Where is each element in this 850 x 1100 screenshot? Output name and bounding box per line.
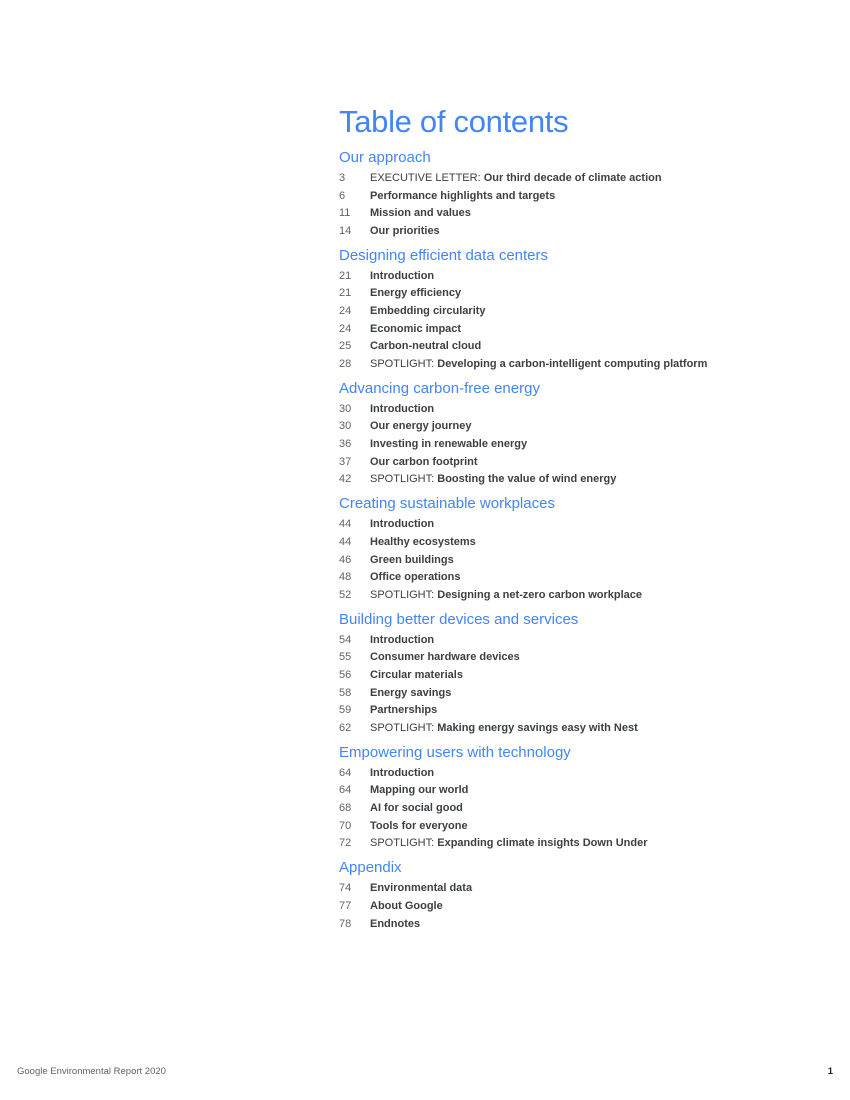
toc-entry[interactable] <box>339 471 829 489</box>
toc-entry[interactable] <box>339 169 829 187</box>
entry-page-number: 36 <box>339 438 352 451</box>
entry-label: Performance highlights and targets <box>370 189 556 202</box>
toc-entry[interactable] <box>339 222 829 240</box>
entry-label: Consumer hardware devices <box>370 651 520 664</box>
entry-prefix: EXECUTIVE LETTER: <box>370 171 481 184</box>
entry-text <box>370 802 463 814</box>
section-title[interactable]: Appendix <box>339 859 402 877</box>
entry-text <box>370 918 420 930</box>
entry-page-number: 54 <box>339 633 352 646</box>
page-title: Table of contents <box>339 104 569 139</box>
section-title[interactable]: Empowering users with technology <box>339 743 571 761</box>
toc-entry[interactable] <box>339 284 829 302</box>
toc-entry[interactable] <box>339 533 829 551</box>
toc-entry[interactable] <box>339 586 829 604</box>
entry-label: About Google <box>370 899 443 912</box>
toc-entry[interactable] <box>339 267 829 285</box>
entry-label: Embedding circularity <box>370 304 486 317</box>
entry-text <box>370 207 471 219</box>
entry-label: Mission and values <box>370 207 471 220</box>
entry-text <box>370 420 471 432</box>
entry-label: Office operations <box>370 571 461 584</box>
toc-entry[interactable] <box>339 453 829 471</box>
entry-page-number: 64 <box>339 766 352 779</box>
entry-prefix: SPOTLIGHT: <box>370 358 435 371</box>
toc-section <box>339 379 829 488</box>
toc-entry[interactable] <box>339 684 829 702</box>
entry-page-number: 62 <box>339 722 352 735</box>
entry-text <box>370 473 616 485</box>
entry-prefix: SPOTLIGHT: <box>370 588 435 601</box>
entry-text <box>370 225 440 237</box>
entry-label: Designing a net-zero carbon workplace <box>437 588 643 601</box>
entry-text <box>370 669 463 681</box>
entry-label: Partnerships <box>370 704 438 717</box>
entry-page-number: 28 <box>339 358 352 371</box>
entry-prefix: SPOTLIGHT: <box>370 837 435 850</box>
toc-entry[interactable] <box>339 418 829 436</box>
entry-page-number: 48 <box>339 571 352 584</box>
entry-page-number: 14 <box>339 224 352 237</box>
entry-label: Making energy savings easy with Nest <box>437 722 638 735</box>
toc-entry[interactable] <box>339 631 829 649</box>
entry-text <box>370 589 642 601</box>
section-title[interactable]: Advancing carbon-free energy <box>339 379 540 397</box>
toc-entry[interactable] <box>339 338 829 356</box>
entry-label: Introduction <box>370 766 435 779</box>
entry-page-number: 59 <box>339 704 352 717</box>
toc-entry[interactable] <box>339 897 829 915</box>
entry-label: Our carbon footprint <box>370 455 478 468</box>
entry-label: Introduction <box>370 402 435 415</box>
toc-entry[interactable] <box>339 666 829 684</box>
entry-label: Healthy ecosystems <box>370 535 476 548</box>
entry-page-number: 37 <box>339 455 352 468</box>
toc-entry[interactable] <box>339 400 829 418</box>
entry-label: Introduction <box>370 269 435 282</box>
entry-text <box>370 820 468 832</box>
entry-text <box>370 456 478 468</box>
toc-entry[interactable] <box>339 435 829 453</box>
entry-text <box>370 172 662 184</box>
entry-text <box>370 518 434 530</box>
section-title[interactable]: Building better devices and services <box>339 610 579 628</box>
entry-page-number: 64 <box>339 784 352 797</box>
entry-page-number: 21 <box>339 269 352 282</box>
entry-page-number: 46 <box>339 553 352 566</box>
toc-entry[interactable] <box>339 204 829 222</box>
toc-entry[interactable] <box>339 515 829 533</box>
entry-text <box>370 722 638 734</box>
entry-page-number: 24 <box>339 304 352 317</box>
entry-label: Our third decade of climate action <box>483 171 662 184</box>
entry-page-number: 44 <box>339 535 352 548</box>
toc-entry[interactable] <box>339 764 829 782</box>
entry-label: Endnotes <box>370 917 421 930</box>
entry-text <box>370 190 555 202</box>
entry-text <box>370 305 486 317</box>
entry-text <box>370 403 434 415</box>
section-title[interactable]: Our approach <box>339 149 431 166</box>
toc-entry[interactable] <box>339 648 829 666</box>
toc-entry[interactable] <box>339 320 829 338</box>
entry-label: Circular materials <box>370 668 463 681</box>
entry-label: Energy efficiency <box>370 287 462 300</box>
toc-entry[interactable] <box>339 702 829 720</box>
toc-entry[interactable] <box>339 187 829 205</box>
toc-section <box>339 858 829 932</box>
entry-label: Expanding climate insights Down Under <box>437 837 648 850</box>
entry-page-number: 44 <box>339 518 352 531</box>
toc-entry[interactable] <box>339 817 829 835</box>
entry-label: AI for social good <box>370 802 463 815</box>
toc-entry[interactable] <box>339 782 829 800</box>
entry-label: Introduction <box>370 518 435 531</box>
entry-label: Our priorities <box>370 224 440 237</box>
toc-section <box>339 148 829 240</box>
section-title[interactable]: Designing efficient data centers <box>339 246 549 264</box>
entry-page-number: 42 <box>339 473 352 486</box>
toc-section <box>339 610 829 737</box>
entry-page-number: 58 <box>339 686 352 699</box>
entry-page-number: 56 <box>339 668 352 681</box>
table-of-contents <box>339 104 829 938</box>
entry-label: Investing in renewable energy <box>370 438 528 451</box>
entry-page-number: 78 <box>339 917 352 930</box>
entry-text <box>370 323 461 335</box>
entry-text <box>370 536 476 548</box>
toc-sections <box>339 148 829 932</box>
entry-label: Energy savings <box>370 686 452 699</box>
entry-text <box>370 571 460 583</box>
entry-prefix: SPOTLIGHT: <box>370 722 435 735</box>
entry-page-number: 70 <box>339 819 352 832</box>
entry-page-number: 30 <box>339 420 352 433</box>
entry-label: Developing a carbon-intelligent computing platform <box>437 358 708 371</box>
entry-text <box>370 287 461 299</box>
entry-page-number: 68 <box>339 802 352 815</box>
entry-text <box>370 882 472 894</box>
section-title[interactable]: Creating sustainable workplaces <box>339 495 555 513</box>
entry-text <box>370 651 520 663</box>
entry-page-number: 21 <box>339 287 352 300</box>
entry-label: Tools for everyone <box>370 819 468 832</box>
entry-text <box>370 270 434 282</box>
entry-page-number: 77 <box>339 899 352 912</box>
toc-section <box>339 743 829 852</box>
entry-page-number: 72 <box>339 837 352 850</box>
entry-label: Introduction <box>370 633 435 646</box>
footer-page-number: 1 <box>827 1066 833 1077</box>
entry-page-number: 52 <box>339 588 352 601</box>
entry-text <box>370 784 468 796</box>
toc-entry[interactable] <box>339 835 829 853</box>
entry-label: Environmental data <box>370 882 473 895</box>
entry-text <box>370 554 454 566</box>
entry-page-number: 6 <box>339 189 346 202</box>
entry-text <box>370 704 437 716</box>
entry-text <box>370 767 434 779</box>
entry-page-number: 74 <box>339 882 352 895</box>
toc-entry[interactable] <box>339 799 829 817</box>
toc-entry[interactable] <box>339 302 829 320</box>
entry-text <box>370 340 481 352</box>
entry-text <box>370 837 648 849</box>
toc-section <box>339 494 829 603</box>
entry-label: Economic impact <box>370 322 462 335</box>
page-footer <box>17 1066 833 1077</box>
entry-page-number: 11 <box>339 207 351 220</box>
entry-label: Our energy journey <box>370 420 472 433</box>
toc-entry[interactable] <box>339 551 829 569</box>
entry-label: Green buildings <box>370 553 454 566</box>
entry-label: Mapping our world <box>370 784 469 797</box>
toc-entry[interactable] <box>339 879 829 897</box>
entry-page-number: 55 <box>339 651 352 664</box>
entry-page-number: 24 <box>339 322 352 335</box>
entry-text <box>370 358 707 370</box>
entry-text <box>370 438 527 450</box>
toc-entry[interactable] <box>339 568 829 586</box>
entry-text <box>370 634 434 646</box>
entry-page-number: 3 <box>339 171 346 184</box>
entry-text <box>370 687 451 699</box>
entry-label: Boosting the value of wind energy <box>437 473 617 486</box>
footer-report-title: Google Environmental Report 2020 <box>17 1066 166 1077</box>
entry-prefix: SPOTLIGHT: <box>370 473 435 486</box>
toc-entry[interactable] <box>339 355 829 373</box>
entry-page-number: 25 <box>339 340 352 353</box>
toc-entry[interactable] <box>339 719 829 737</box>
entry-page-number: 30 <box>339 402 352 415</box>
entry-label: Carbon-neutral cloud <box>370 340 482 353</box>
toc-section <box>339 246 829 373</box>
toc-entry[interactable] <box>339 915 829 933</box>
entry-text <box>370 900 443 912</box>
